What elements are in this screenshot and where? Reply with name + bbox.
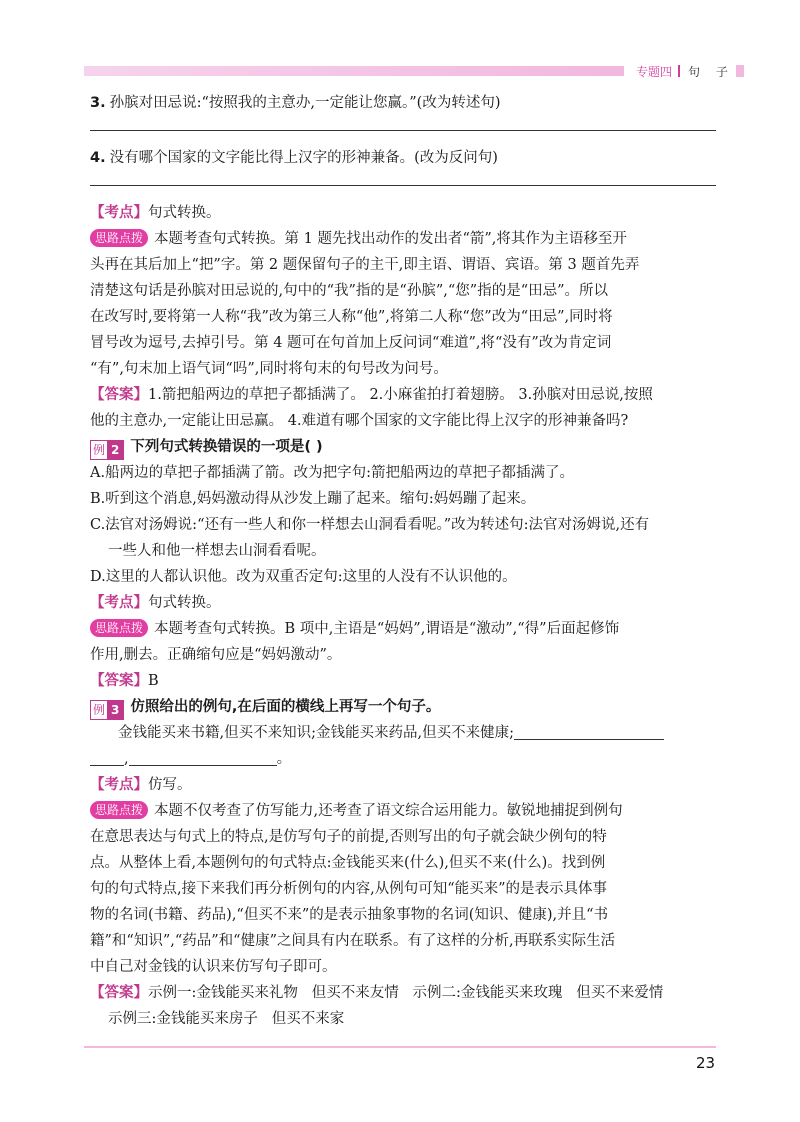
- example-sentence: 金钱能买来书籍,但买不来知识;金钱能买来药品,但买不来健康;: [118, 725, 514, 741]
- fill-blank-2[interactable]: [90, 749, 124, 766]
- daan-tag: 【答案】: [90, 985, 148, 1001]
- footer-rule: [84, 1046, 716, 1048]
- answer-text: B: [148, 673, 159, 689]
- kaodian-tag: 【考点】: [90, 205, 148, 221]
- example-stem-text: 仿照给出的例句,在后面的横线上再写一个句子。: [130, 699, 441, 715]
- fill-blank-1[interactable]: [514, 723, 664, 740]
- example-stem-text: 下列句式转换错误的一项是( ): [130, 439, 323, 455]
- option-c-continued: 一些人和他一样想去山洞看看呢。: [108, 543, 326, 559]
- silu-block: [90, 226, 716, 382]
- example-label: 例: [93, 443, 106, 457]
- running-header: [636, 60, 744, 82]
- silu-block: [90, 616, 716, 668]
- example-label: 例: [93, 703, 106, 717]
- silu-line: 作用,删去。正确缩句应是“妈妈激动”。: [90, 647, 342, 663]
- silu-line: 句的句式特点,接下来我们再分析例句的内容,从例句可知“能买来”的是表示具体事: [90, 881, 608, 897]
- silu-line: “有”,句末加上语气词“吗”,同时将句末的句号改为问号。: [90, 361, 448, 377]
- answer-row: [90, 668, 716, 694]
- question-number: 3.: [90, 95, 106, 111]
- kaodian-tag: 【考点】: [90, 777, 148, 793]
- silu-line: 点。从整体上看,本题例句的句式特点:金钱能买来(什么),但买不来(什么)。找到例: [90, 855, 606, 871]
- option-c: C.法官对汤姆说:“还有一些人和你一样想去山洞看看呢。”改为转述句:法官对汤姆说,还有: [90, 517, 650, 533]
- example-number: 2: [107, 441, 123, 459]
- question-text: 没有哪个国家的文字能比得上汉字的形神兼备。(改为反问句): [109, 150, 498, 166]
- kaodian-tag: 【考点】: [90, 595, 148, 611]
- silu-badge: 思路点拨: [90, 801, 148, 819]
- example-sentence-row: [90, 720, 716, 746]
- answer-line-text: 示例一:金钱能买来礼物 但买不来友情 示例二:金钱能买来玫瑰 但买不来爱情: [148, 985, 664, 1001]
- option-d: D.这里的人都认识他。改为双重否定句:这里的人没有不认识他的。: [90, 569, 517, 585]
- header-title: 句 子: [688, 64, 734, 79]
- example-badge: [90, 700, 124, 720]
- silu-line: 本题考查句式转换。第 1 题先找出动作的发出者“箭”,将其作为主语移至开: [154, 231, 627, 247]
- silu-line: 本题不仅考查了仿写能力,还考查了语文综合运用能力。敏锐地捕捉到例句: [154, 803, 623, 819]
- kaodian-text: 句式转换。: [148, 595, 221, 611]
- answer-line-text: 1.箭把船两边的草把子都插满了。 2.小麻雀拍打着翅膀。 3.孙膑对田忌说,按照: [148, 387, 653, 403]
- period: 。: [276, 751, 292, 767]
- silu-line: 籍”和“知识”,“药品”和“健康”之间具有内在联系。有了这样的分析,再联系实际生活: [90, 933, 616, 949]
- silu-line: 清楚这句话是孙膑对田忌说的,句中的“我”指的是“孙膑”,“您”指的是“田忌”。所以: [90, 283, 609, 299]
- kaodian-row: [90, 200, 716, 226]
- silu-line: 中自己对金钱的认识来仿写句子即可。: [90, 959, 337, 975]
- answer-line: [90, 185, 716, 186]
- answer-block: [90, 980, 716, 1032]
- kaodian-row: [90, 590, 716, 616]
- answer-line-text: 他的主意办,一定能让田忌赢。 4.难道有哪个国家的文字能比得上汉字的形神兼备吗?: [90, 413, 629, 429]
- option-b: B.听到这个消息,妈妈激动得从沙发上蹦了起来。缩句:妈妈蹦了起来。: [90, 491, 536, 507]
- silu-block: [90, 798, 716, 980]
- example-badge: [90, 440, 124, 460]
- header-tail: [736, 65, 744, 77]
- comma: ,: [124, 751, 129, 767]
- header-divider: [678, 65, 680, 77]
- kaodian-text: 句式转换。: [148, 205, 221, 221]
- page-number: 23: [696, 1054, 716, 1072]
- example-3-stem: [90, 694, 716, 720]
- option-a: A.船两边的草把子都插满了箭。改为把字句:箭把船两边的草把子都插满了。: [90, 465, 574, 481]
- question-3: [90, 90, 716, 116]
- question-4: [90, 145, 716, 171]
- answer-block: [90, 382, 716, 434]
- page-content: [90, 90, 716, 1032]
- daan-tag: 【答案】: [90, 673, 148, 689]
- answer-line: [90, 130, 716, 131]
- example-number: 3: [107, 701, 123, 719]
- silu-line: 头再在其后加上“把”字。第 2 题保留句子的主干,即主语、谓语、宾语。第 3 题首先弄: [90, 257, 640, 273]
- answer-line-text: 示例三:金钱能买来房子 但买不来家: [108, 1011, 345, 1027]
- header-topic: 专题四: [636, 64, 673, 79]
- question-number: 4.: [90, 150, 106, 166]
- kaodian-row: [90, 772, 716, 798]
- daan-tag: 【答案】: [90, 387, 148, 403]
- silu-line: 本题考查句式转换。B 项中,主语是“妈妈”,谓语是“激动”,“得”后面起修饰: [154, 621, 620, 637]
- silu-line: 冒号改为逗号,去掉引号。第 4 题可在句首加上反问词“难道”,将“没有”改为肯定词: [90, 335, 612, 351]
- header-band: [84, 66, 624, 76]
- silu-line: 在意思表达与句式上的特点,是仿写句子的前提,否则写出的句子就会缺少例句的特: [90, 829, 607, 845]
- silu-badge: 思路点拨: [90, 229, 148, 247]
- fill-row: [90, 746, 716, 772]
- kaodian-text: 仿写。: [148, 777, 192, 793]
- silu-badge: 思路点拨: [90, 619, 148, 637]
- fill-blank-3[interactable]: [129, 749, 277, 766]
- silu-line: 在改写时,要将第一人称“我”改为第三人称“他”,将第二人称“您”改为“田忌”,同时将: [90, 309, 613, 325]
- question-text: 孙膑对田忌说:“按照我的主意办,一定能让您赢。”(改为转述句): [109, 95, 501, 111]
- silu-line: 物的名词(书籍、药品),“但买不来”的是表示抽象事物的名词(知识、健康),并且“书: [90, 907, 609, 923]
- example-2-stem: [90, 434, 716, 460]
